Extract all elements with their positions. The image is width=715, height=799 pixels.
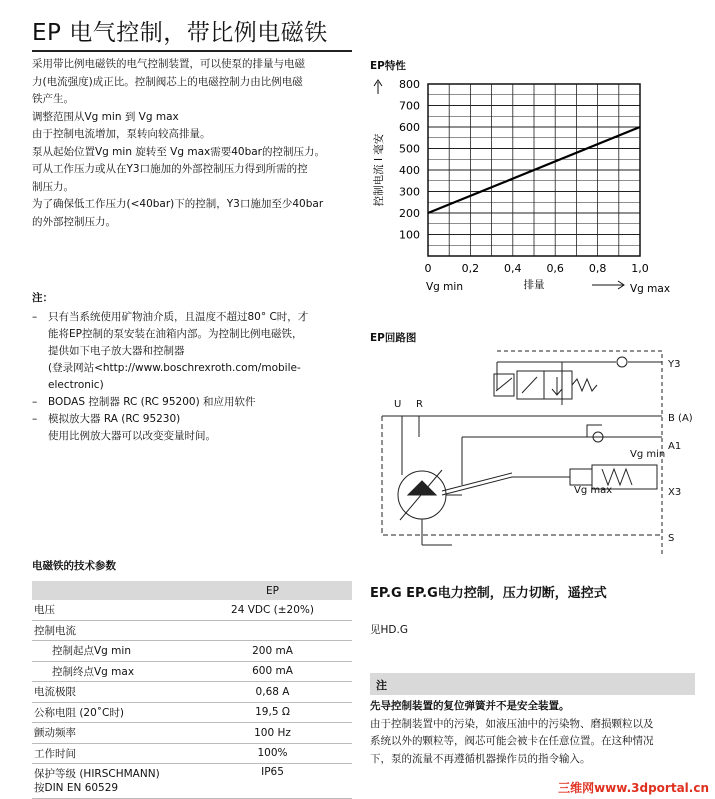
intro-line: 铁产生。 xyxy=(32,93,74,105)
port-u: U xyxy=(394,399,402,410)
chart-x-start: Vg min xyxy=(426,281,463,293)
spec-row xyxy=(32,682,352,703)
spec-value: 0,68 A xyxy=(193,682,352,703)
spec-value: 600 mA xyxy=(193,661,352,682)
chart-x-arrow xyxy=(592,281,624,289)
page-title: EP 电气控制，带比例电磁铁 xyxy=(32,20,328,46)
note-text: 提供如下电子放大器和控制器 xyxy=(48,345,185,357)
spec-protection-value: IP65 xyxy=(193,764,352,799)
spec-row xyxy=(32,641,352,662)
chart-x-tick: 0,6 xyxy=(546,262,564,275)
spec-protection-line2: 按DIN EN 60529 xyxy=(34,782,119,794)
port-x3: X3 xyxy=(668,487,682,498)
chart-y-tick: 800 xyxy=(399,78,420,91)
spec-row xyxy=(32,743,352,764)
note-line xyxy=(32,411,352,428)
title-rule xyxy=(32,50,352,52)
note-line xyxy=(32,309,352,326)
chart-x-label: 排量 xyxy=(523,279,545,291)
spec-row xyxy=(32,620,352,641)
port-a1: A1 xyxy=(668,441,682,452)
note-text: electronic) xyxy=(48,379,104,391)
intro-line: 由于控制电流增加，泵转向较高排量。 xyxy=(32,128,211,140)
spec-label: 电流极限 xyxy=(32,682,193,703)
notes-section xyxy=(32,290,352,445)
port-s: S xyxy=(668,533,675,544)
note-text: BODAS 控制器 RC (RC 95200) 和应用软件 xyxy=(48,396,256,408)
caution-title: 注 xyxy=(376,679,387,692)
note-dash: – xyxy=(32,311,38,323)
spec-value: 19,5 Ω xyxy=(193,702,352,723)
spec-value: 200 mA xyxy=(193,641,352,662)
spec-value: 100 Hz xyxy=(193,723,352,744)
port-y3: Y3 xyxy=(668,359,681,370)
spec-label: 电压 xyxy=(32,600,193,620)
spec-value: 24 VDC (±20%) xyxy=(193,600,352,620)
spec-header-ep: EP xyxy=(193,581,352,600)
spec-row xyxy=(32,702,352,723)
spec-label: 控制电流 xyxy=(32,620,193,641)
chart-y-tick: 700 xyxy=(399,99,420,113)
note-line xyxy=(32,326,352,343)
chart-x-tick: 1,0 xyxy=(631,262,649,275)
chart-y-arrow xyxy=(374,80,382,94)
caution-header xyxy=(370,673,695,695)
chart-x-tick: 0,2 xyxy=(461,262,480,275)
note-line xyxy=(32,360,352,377)
spec-value: 100% xyxy=(193,743,352,764)
circuit-vg-min: Vg min xyxy=(630,449,666,460)
spec-label: 公称电阻 (20˚C时) xyxy=(32,702,193,723)
spec-label: 控制起点Vg min xyxy=(32,641,193,662)
spec-title: 电磁铁的技术参数 xyxy=(32,560,116,572)
chart-y-tick: 300 xyxy=(399,185,420,199)
chart-x-tick: 0,8 xyxy=(588,262,607,275)
epg-see: 见HD.G xyxy=(370,624,408,636)
caution-line: 系统以外的颗粒等，阀芯可能会被卡在任意位置。在这种情况 xyxy=(370,735,654,747)
ep-circuit-diagram xyxy=(362,345,702,555)
epg-title: EP.G EP.G电力控制，压力切断，遥控式 xyxy=(370,586,607,601)
chart-y-tick: 400 xyxy=(399,164,420,177)
note-text: 模拟放大器 RA (RC 95230) xyxy=(48,413,181,425)
spec-header-row xyxy=(32,581,352,600)
chart-x-tick: 0,4 xyxy=(504,262,522,275)
note-line xyxy=(32,394,352,411)
check-valve-top-icon xyxy=(617,357,627,367)
spec-row xyxy=(32,600,352,620)
watermark: 三维网www.3dportal.cn xyxy=(558,781,709,795)
intro-line: 制压力。 xyxy=(32,180,74,193)
chart-title: EP特性 xyxy=(370,60,406,72)
note-text: (登录网站<http://www.boschrexroth.com/mobile- xyxy=(48,362,301,374)
caution-bold-line: 先导控制装置的复位弹簧并不是安全装置。 xyxy=(370,700,570,712)
chart-y-label: 控制电流 I 毫安 xyxy=(373,133,385,207)
note-dash: – xyxy=(32,396,38,408)
intro-line: 可从工作压力或从在Y3口施加的外部控制压力得到所需的控 xyxy=(32,163,308,175)
spec-label: 颤动频率 xyxy=(32,723,193,744)
notes-title: 注： xyxy=(32,292,53,304)
spec-value xyxy=(193,620,352,641)
spec-label: 控制终点Vg max xyxy=(32,661,193,682)
spec-row xyxy=(32,723,352,744)
note-text: 使用比例放大器可以改变变量时间。 xyxy=(48,430,216,442)
spec-row-protection xyxy=(32,764,352,799)
intro-line: 力(电流强度)成正比。控制阀芯上的电磁控制力由比例电磁 xyxy=(32,75,303,88)
chart-y-tick: 600 xyxy=(399,121,420,134)
note-text: 能将EP控制的泵安装在油箱内部。为控制比例电磁铁， xyxy=(48,328,303,340)
spec-row xyxy=(32,661,352,682)
intro-line: 为了确保低工作压力(<40bar)下的控制，Y3口施加至少40bar xyxy=(32,198,324,210)
circuit-vg-max: Vg max xyxy=(574,485,613,496)
chart-y-tick: 200 xyxy=(399,207,420,220)
intro-line: 调整范围从Vg min 到 Vg max xyxy=(32,110,179,123)
spec-table xyxy=(32,581,352,799)
note-line xyxy=(32,428,352,445)
caution-line: 下，泵的流量不再遵循机器操作员的指令输入。 xyxy=(370,752,591,765)
intro-line: 泵从起始位置Vg min 旋转至 Vg max需要40bar的控制压力。 xyxy=(32,145,325,158)
chart-x-end: Vg max xyxy=(630,283,671,295)
chart-y-tick: 500 xyxy=(399,142,420,156)
port-r: R xyxy=(416,399,423,410)
intro-line: 采用带比例电磁铁的电气控制装置，可以使泵的排量与电磁 xyxy=(32,58,305,70)
caution-line: 由于控制装置中的污染，如液压油中的污染物、磨损颗粒以及 xyxy=(370,717,654,730)
circuit-title: EP回路图 xyxy=(370,332,417,344)
port-b-a: B (A) xyxy=(668,413,693,424)
chart-x-tick: 0 xyxy=(424,262,432,275)
spec-protection-label xyxy=(32,764,193,799)
caution-text xyxy=(370,698,700,768)
spec-protection-line1: 保护等级 (HIRSCHMANN) xyxy=(34,768,160,780)
intro-paragraph xyxy=(32,56,362,231)
note-line xyxy=(32,343,352,360)
note-line xyxy=(32,377,352,394)
ep-characteristic-chart xyxy=(362,72,671,302)
note-dash: – xyxy=(32,413,38,425)
note-text: 只有当系统使用矿物油介质，且温度不超过80° C时，才 xyxy=(48,311,309,323)
intro-line: 的外部控制压力。 xyxy=(32,215,116,228)
spec-label: 工作时间 xyxy=(32,743,193,764)
chart-y-tick: 100 xyxy=(399,228,420,242)
